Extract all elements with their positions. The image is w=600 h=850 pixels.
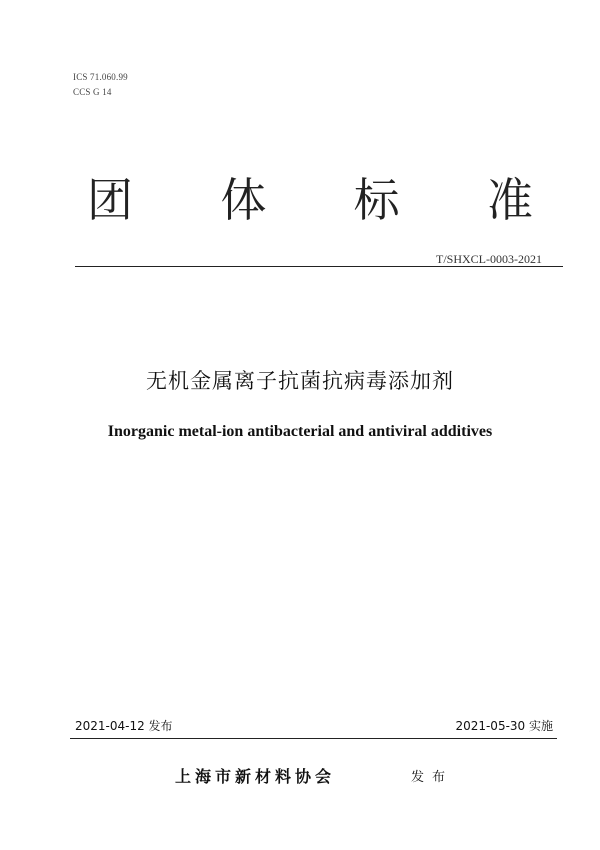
- standard-type-char: 团: [87, 173, 133, 227]
- ics-code: ICS 71.060.99: [73, 72, 128, 82]
- publish-label: 发布: [411, 770, 454, 785]
- implementation-date: 2021-05-30 实施: [455, 719, 553, 733]
- ccs-code: CCS G 14: [73, 87, 112, 97]
- standard-type-heading: [80, 170, 540, 230]
- title-english: Inorganic metal-ion antibacterial and antiviral additives: [107, 423, 493, 440]
- publisher-name: 上海市新材料协会: [175, 767, 336, 786]
- title-chinese: 无机金属离子抗菌抗病毒添加剂: [146, 369, 454, 393]
- standard-type-char: 标: [353, 173, 400, 227]
- header-divider: [75, 266, 563, 267]
- footer-divider: [70, 738, 557, 739]
- issue-date: 2021-04-12 发布: [75, 719, 173, 733]
- standard-type-char: 准: [486, 173, 533, 227]
- standard-type-char: 体: [220, 173, 267, 227]
- standard-number: T/SHXCL-0003-2021: [436, 252, 542, 266]
